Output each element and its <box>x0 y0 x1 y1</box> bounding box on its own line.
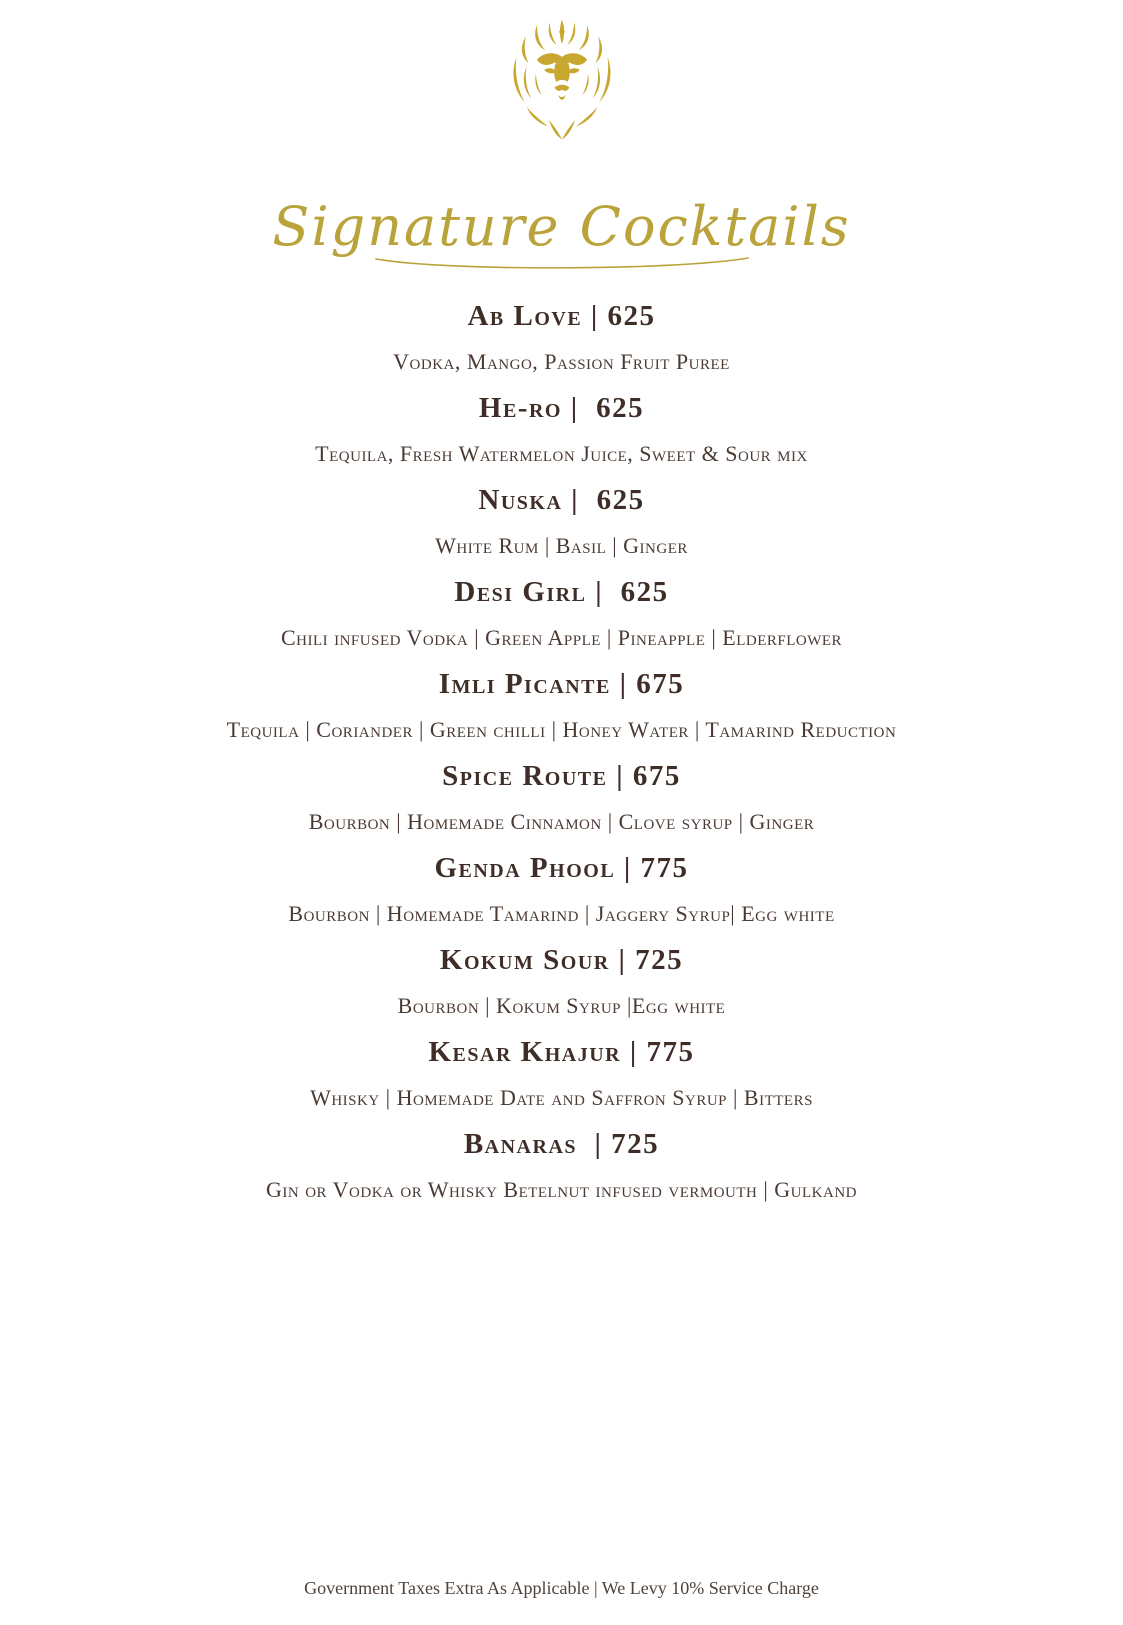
item-name-price: Kokum Sour | 725 <box>439 944 684 977</box>
item-name-price: Banaras | 725 <box>463 1128 660 1161</box>
item-ingredients: Chili infused Vodka | Green Apple | Pineapple | Elderflower <box>280 625 843 651</box>
item-name-price: He-ro | 625 <box>478 392 645 425</box>
item-ingredients: Whisky | Homemade Date and Saffron Syrup | Bitters <box>310 1085 813 1111</box>
item-name-price: Nuska | 625 <box>478 484 645 517</box>
page-title: Signature Cocktails <box>272 195 851 258</box>
menu-item <box>0 578 1123 649</box>
menu-item <box>0 1038 1123 1109</box>
menu-item <box>0 854 1123 925</box>
item-name-price: Imli Picante | 675 <box>438 668 685 701</box>
item-name-price: Ab Love | 625 <box>467 300 656 333</box>
item-ingredients: Vodka, Mango, Passion Fruit Puree <box>393 349 730 375</box>
item-ingredients: Tequila | Coriander | Green chilli | Honey Water | Tamarind Reduction <box>226 717 897 743</box>
item-ingredients: White Rum | Basil | Ginger <box>435 533 688 559</box>
menu-item <box>0 1130 1123 1201</box>
item-name-price: Desi Girl | 625 <box>454 576 669 609</box>
menu-item <box>0 394 1123 465</box>
title-flourish-line <box>372 256 752 272</box>
menu-item <box>0 670 1123 741</box>
menu-item <box>0 946 1123 1017</box>
item-ingredients: Bourbon | Kokum Syrup |Egg white <box>397 993 726 1019</box>
lion-icon <box>501 16 623 146</box>
menu-item <box>0 302 1123 373</box>
cocktail-list <box>0 302 1123 1201</box>
item-ingredients: Bourbon | Homemade Cinnamon | Clove syrup | Ginger <box>308 809 815 835</box>
item-name-price: Genda Phool | 775 <box>434 852 689 885</box>
menu-item <box>0 486 1123 557</box>
footer-note: Government Taxes Extra As Applicable | We Levy 10% Service Charge <box>304 1578 819 1598</box>
item-ingredients: Bourbon | Homemade Tamarind | Jaggery Syrup| Egg white <box>288 901 835 927</box>
item-name-price: Spice Route | 675 <box>442 760 681 793</box>
item-ingredients: Gin or Vodka or Whisky Betelnut infused vermouth | Gulkand <box>265 1177 858 1203</box>
menu-item <box>0 762 1123 833</box>
item-ingredients: Tequila, Fresh Watermelon Juice, Sweet & Sour mix <box>315 441 808 467</box>
item-name-price: Kesar Khajur | 775 <box>428 1036 695 1069</box>
restaurant-logo <box>0 0 1123 151</box>
